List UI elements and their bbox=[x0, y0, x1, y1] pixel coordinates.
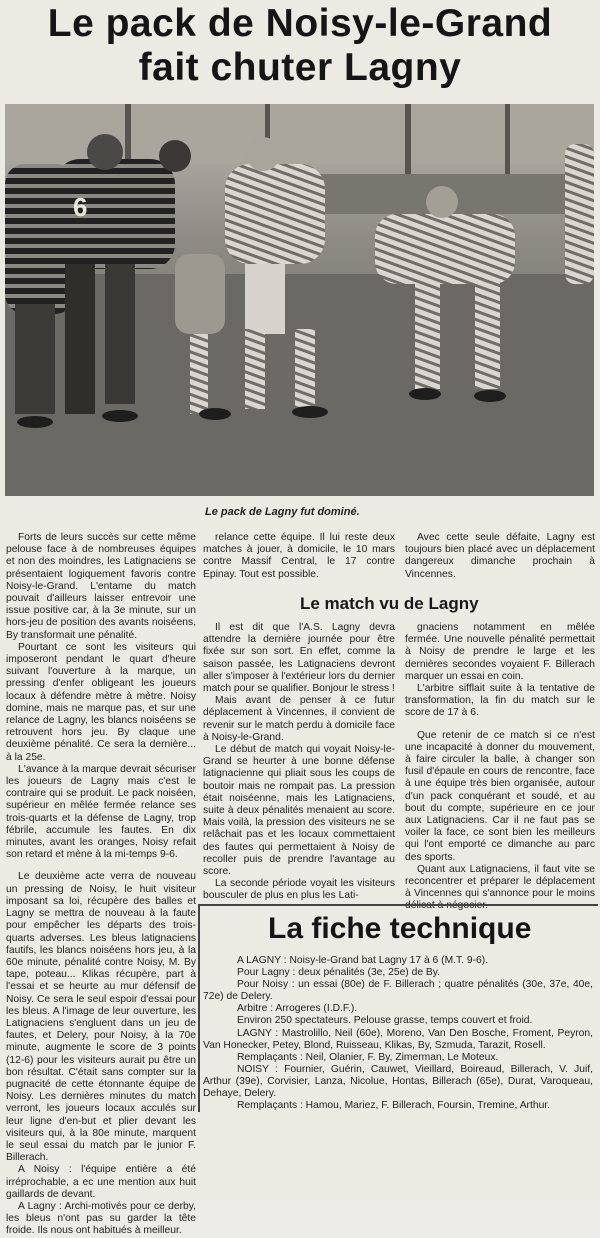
fiche-line: NOISY : Fournier, Guérin, Cauwet, Vieillard, Boireaud, Billerach, V. Juif, Arthur (39e), Corvisier, Lanza, Nicolue, Hontas, Billerach (65e), Durat, Varoqueau, Dehaye, Delery. bbox=[203, 1063, 593, 1100]
fiche-line: Arbitre : Arrogeres (I.D.F.). bbox=[237, 1003, 358, 1015]
paragraph: Mais avant de penser à ce futur déplacement à Vincennes, il convient de revenir sur le match perdu à domicile face à Noisy-le-Grand. bbox=[203, 695, 395, 743]
headline bbox=[4, 2, 596, 90]
photo-illustration bbox=[5, 104, 594, 496]
paragraph: Avec cette seule défaite, Lagny est toujours bien placé avec un déplacement dangereux dimanche prochain à Vincennes. bbox=[405, 532, 595, 580]
paragraph: Que retenir de ce match si ce n'est une incapacité à donner du mouvement, à faire circuler la balle, à changer son fusil d'épaule en cours de rencontre, face à une équipe très bien organisée, autour d'un pack conquérant et soudé, et au bout du compte, supérieure en ce jour aux Latignaciens. Car il ne faut pas se voiler la face, ce sont bien les meilleurs qui l'ont emporté ce dimanche au parc des sports. bbox=[405, 729, 595, 863]
headline-line-1: Le pack de Noisy-le-Grand bbox=[47, 2, 553, 45]
fiche-line: Environ 250 spectateurs. Pelouse grasse, temps couvert et froid. bbox=[237, 1015, 533, 1027]
fiche-technique-body bbox=[203, 955, 593, 1112]
fiche-line: LAGNY : Mastrolillo, Neil (60e), Moreno, Van Den Bosche, Froment, Peyron, Van Honecker, Petey, Blond, Ruisseau, Klikas, By, Szmuda, Tarazit, Rosell. bbox=[203, 1027, 593, 1051]
article-column-2-top bbox=[203, 532, 395, 581]
jersey-number: 6 bbox=[73, 192, 88, 222]
paragraph: gnaciens notamment en mêlée fermée. Une nouvelle pénalité permettait à Noisy de prendre le large et les dernières secondes voyaient F. Billerach marquer un essai en coin. bbox=[405, 622, 595, 682]
paragraph: Le deuxième acte verra de nouveau un pressing de Noisy, le huit visiteur imposant sa loi, récupère des balles et Lagny se mettra de nouveau à la faute pour empêcher les départs des trois-quarts adverses. Les bleus latignaciens fautifs, les blancs noiséens hors jeu, à la 60e minute, pénalité contre Noisy, M. By tape, poteau... Klikas récupère, part à l'essai et se heurte au mur défensif de Noisy. Ce sera le seul espoir d'essai pour les bleus. A l'image de leur ouverture, les Latignaciens s'engluent dans un jeu de fautes, et Delery, pour Noisy, à la 70e minute, augmente le score de 3 points (12-6) pour les visiteurs aurait pu être un bon résultat. C'était sans compter sur la pugnacité de cette étonnante équipe de Noisy. Les dernières minutes du match verront, les joueurs locaux acculés sur leur ligne d'en-but et plier devant les visiteurs qui, à la 80e minute, marquent le seul essai du match par le junior F. Billerach. bbox=[6, 871, 196, 1164]
rugby-photo bbox=[5, 104, 594, 496]
paragraph: A Noisy : l'équipe entière a été irréprochable, a ec une mention aux huit gaillards de devant. bbox=[6, 1164, 196, 1200]
fiche-line: A LAGNY : Noisy-le-Grand bat Lagny 17 à 6 (M.T. 9-6). bbox=[237, 955, 489, 966]
fiche-line: Pour Lagny : deux pénalités (3e, 25e) de By. bbox=[237, 967, 441, 979]
article-column-2 bbox=[203, 622, 395, 903]
fiche-line: Pour Noisy : un essai (80e) de F. Billerach ; quatre pénalités (30e, 37e, 40e, 72e) de Delery. bbox=[203, 979, 593, 1003]
paragraph: Pourtant ce sont les visiteurs qui imposeront pendant le quart d'heure suivant l'ouverture à la marque, un pressing d'enfer obligeant les joueurs locaux à défendre mètre à mètre. Noisy domine, mais ne marque pas, et sur une relance de Lagny, les blancs noiséens se retrouvent hors jeu. By claque une deuxième pénalité. Ce sera la dernière... à la 25e. bbox=[6, 641, 196, 763]
paragraph: Il est dit que l'A.S. Lagny devra attendre la dernière journée pour être fixée sur son sort. En effet, comme la saison passée, les Latignaciens devront aller s'imposer à l'extérieur lors du dernier match pour se qualifier. Bonjour le stress ! bbox=[203, 622, 395, 695]
article-column-3 bbox=[405, 622, 595, 913]
headline-line-2: fait chuter Lagny bbox=[138, 46, 462, 89]
subheading-match-vu: Le match vu de Lagny bbox=[300, 594, 479, 613]
paragraph: relance cette équipe. Il lui reste deux matches à jouer, à domicile, le 10 mars contre Massif Central, le 17 contre Epinay. Tout est possible. bbox=[203, 532, 395, 580]
article-column-1 bbox=[6, 532, 196, 1238]
article-column-3-top bbox=[405, 532, 595, 581]
paragraph: L'arbitre sifflait suite à la tentative de transformation, la fin du match sur le score de 17 à 6. bbox=[405, 683, 595, 719]
fiche-technique-title: La fiche technique bbox=[268, 912, 532, 945]
paragraph: Quant aux Latignaciens, il faut vite se reconcentrer et préparer le déplacement à Vincennes qui s'annonce pour le moins délicat à négocier. bbox=[405, 863, 595, 912]
fiche-line: Remplaçants : Hamou, Mariez, F. Billerach, Foursin, Tremine, Arthur. bbox=[237, 1100, 551, 1112]
paragraph: Forts de leurs succès sur cette même pelouse face à de nombreuses équipes et non des moindres, les Latignaciens se présentaient logiquement favoris contre Noisy-le-Grand. L'entame du match pouvait d'ailleurs laisser entrevoir une issue positive car, à la 3e minute, sur un hors-jeu de position des avants noiséens, By transformait une pénalité. bbox=[6, 532, 196, 641]
paragraph: A Lagny : Archi-motivés pour ce derby, les bleus n'ont pas su garder la tête froide. Ils nous ont habitués à meilleur. bbox=[6, 1200, 196, 1237]
paragraph: L'avance à la marque devrait sécuriser les joueurs de Lagny mais c'est le contraire qui se produit. Le pack noiséen, supérieur en mêlée fermée relance ses trois-quarts et la défense de Lagny, trop fébrile, accumule les fautes. En dix minutes, avant les oranges, Noisy refait son retard et mène à la mi-temps 9-6. bbox=[6, 763, 196, 861]
photo-caption: Le pack de Lagny fut dominé. bbox=[205, 506, 360, 518]
fiche-line: Remplaçants : Neil, Olanier, F. By, Zimerman, Le Moteux. bbox=[237, 1051, 499, 1063]
paragraph: Le début de match qui voyait Noisy-le-Grand se heurter à une bonne défense latignacienne qui pliait sous les coups de boutoir mais ne rompait pas. La pression était noiséenne, mais les Latignaciens, suite à deux pénalités menaient au score. Mais voilà, la pression des visiteurs ne se relâchait pas et les locaux commettaient des fautes qui permettaient à Noisy de recoller puis de prendre l'avantage au score. bbox=[203, 744, 395, 878]
paragraph: La seconde période voyait les visiteurs bousculer de plus en plus les Lati- bbox=[203, 878, 395, 902]
